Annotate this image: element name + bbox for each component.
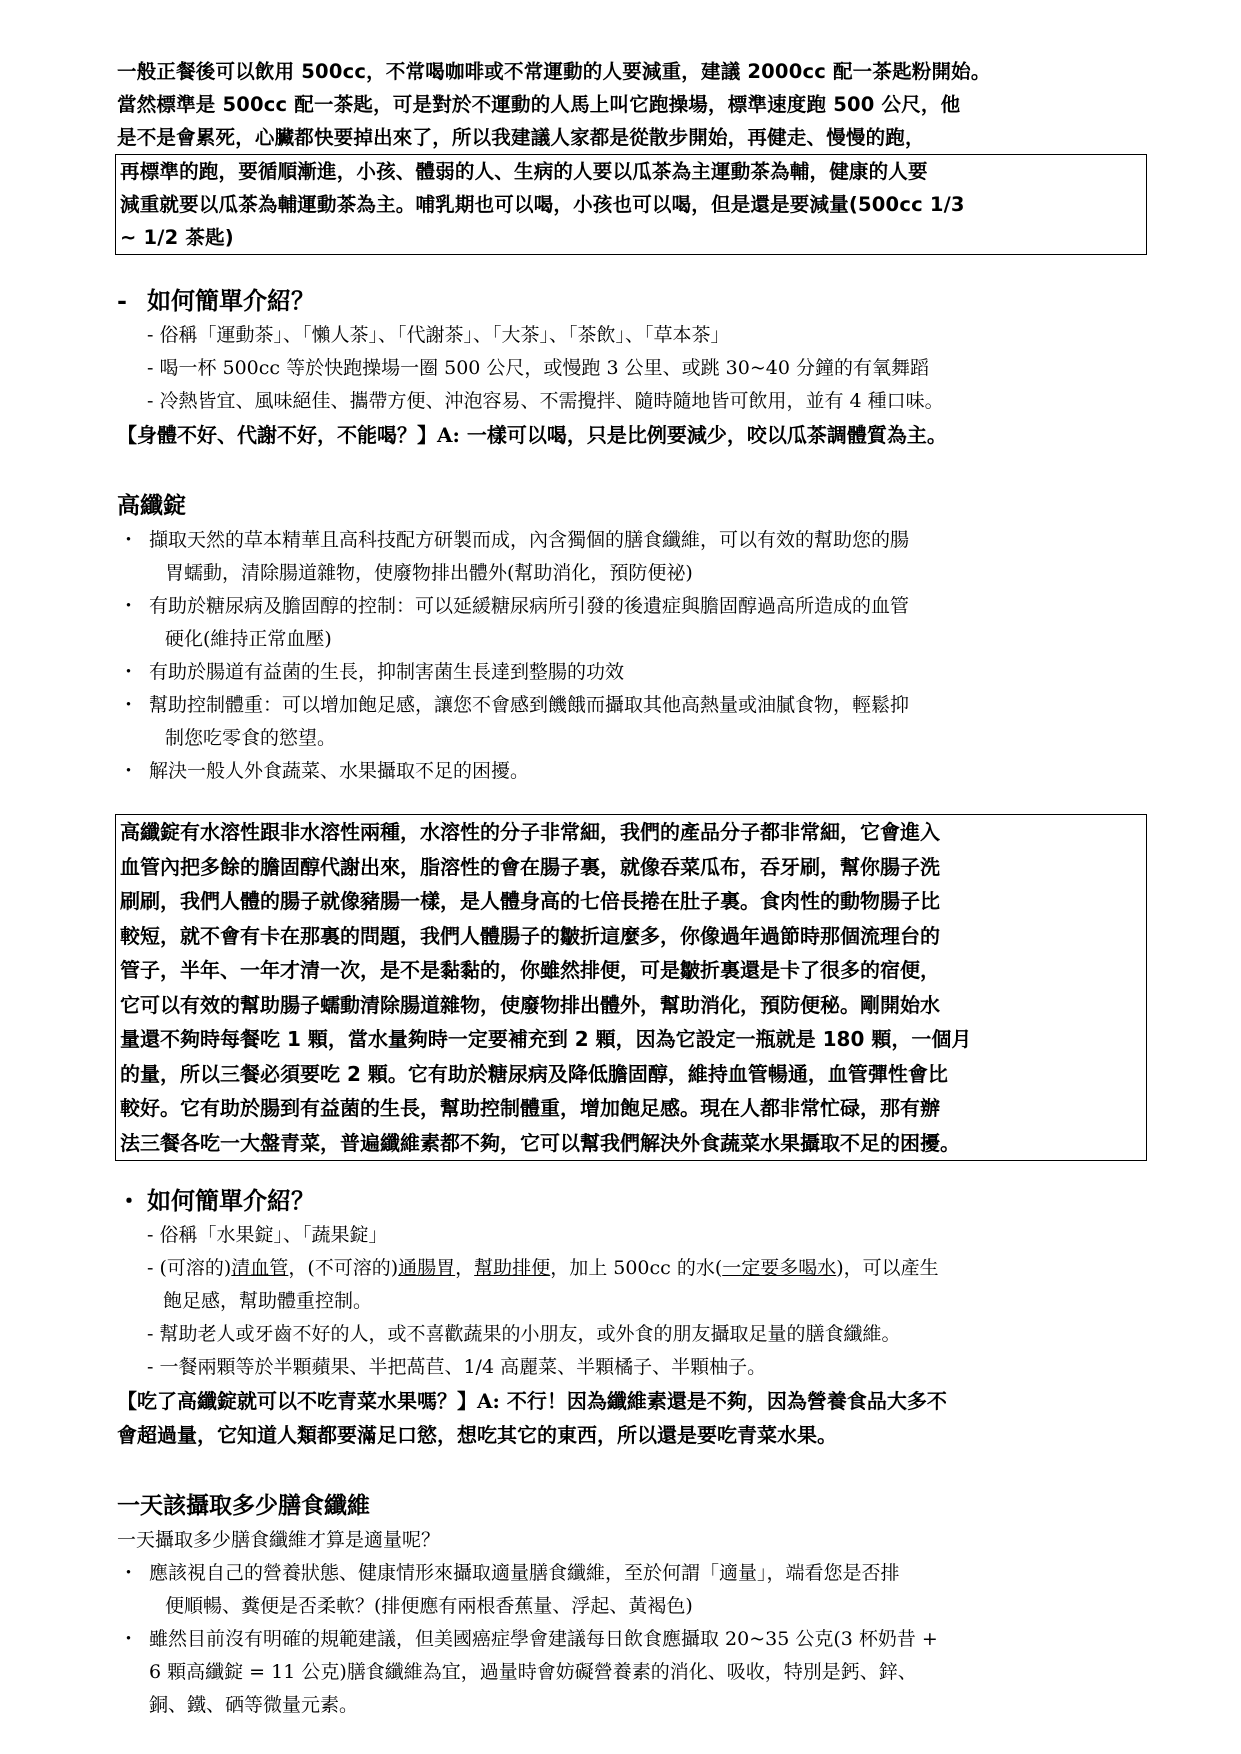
callout-line: 【吃了高纖錠就可以不吃青菜水果嗎？】A: 不行！因為纖維素還是不夠，因為營養食品大多不 [117,1389,947,1413]
bullet-text: 有助於糖尿病及膽固醇的控制：可以延緩糖尿病所引發的後遺症與膽固醇過高所造成的血管 [149,595,910,617]
box-line: 它可以有效的幫助腸子蠕動清除腸道雜物，使廢物排出體外，幫助消化，預防便秘。剛開始水 [120,992,940,1017]
intro-line: 一般正餐後可以飲用 500cc，不常喝咖啡或不常運動的人要減重，建議 2000cc 配一茶匙粉開始。 [117,60,991,83]
text-run: ， [455,1257,475,1279]
heading-text: 如何簡單介紹？ [147,286,315,315]
box-line: 血管內把多餘的膽固醇代謝出來，脂溶性的會在腸子裏，就像吞菜瓜布，吞牙刷，幫你腸子洗 [120,854,940,879]
bullet-text-cont: 6 顆高纖錠 = 11 公克)膳食纖維為宜，過量時會妨礙營養素的消化、吸收，特別是鈣、鋅、 [149,1661,917,1683]
list-item: - 一餐兩顆等於半顆蘋果、半把萵苣、1/4 高麗菜、半顆橘子、半顆柚子。 [147,1356,767,1378]
bullet-item [117,755,1147,788]
box-line: 較短，就不會有卡在那裏的問題，我們人體腸子的皺折這麼多，你像過年過節時那個流理台的 [120,923,940,948]
qa-callout [117,1384,1147,1452]
bullet-marker: ・ [117,1186,141,1215]
bullet-item [117,1623,1147,1722]
box-line: 刷刷，我們人體的腸子就像豬腸一樣，是人體身高的七倍長捲在肚子裏。食肉性的動物腸子比 [120,889,940,913]
bullet-dot: ・ [119,694,139,716]
document-page [117,55,1147,1722]
bullet-item [117,590,1147,656]
intro-line: 是不是會累死，心臟都快要掉出來了，所以我建議人家都是從散步開始，再健走、慢慢的跑， [117,126,925,149]
box-line: 量還不夠時每餐吃 1 顆，當水量夠時一定要補充到 2 顆，因為它設定一瓶就是 180 顆，一個月 [120,1027,972,1051]
list-item [117,1252,1147,1318]
bullet-dot: ・ [119,1562,139,1584]
underlined-text: 一定要多喝水 [722,1257,837,1279]
intro-box-line: ~ 1/2 茶匙) [120,226,234,249]
callout-line: 會超過量，它知道人類都要滿足口慾，想吃其它的東西，所以還是要吃青菜水果。 [117,1423,837,1447]
bullet-text: 擷取天然的草本精華且高科技配方研製而成，內含獨個的膳食纖維，可以有效的幫助您的腸 [149,529,910,551]
intro-box-line: 再標準的跑，要循順漸進，小孩、體弱的人、生病的人要以瓜茶為主運動茶為輔，健康的人要 [120,160,928,183]
text-run: )，可以產生 [836,1257,939,1279]
text-run: - (可溶的) [147,1257,232,1279]
bullet-text: 解決一般人外食蔬菜、水果攝取不足的困擾。 [149,760,530,782]
list-item: - 幫助老人或牙齒不好的人，或不喜歡蔬果的小朋友，或外食的朋友攝取足量的膳食纖維。 [147,1323,901,1345]
intro-boxed-text [115,154,1147,255]
bullet-dot: ・ [119,661,139,683]
intro-paragraph [117,55,1147,255]
fiber-boxed-paragraph [115,814,1147,1161]
heading-text: 如何簡單介紹？ [147,1186,315,1215]
bullet-text-cont: 制您吃零食的慾望。 [165,727,337,749]
bullet-dot: ・ [119,1628,139,1650]
bullet-item [117,656,1147,689]
list-item: - 冷熱皆宜、風味絕佳、攜帶方便、沖泡容易、不需攪拌、隨時隨地皆可飲用，並有 4 種口味。 [147,390,944,412]
section-heading-intro-fiber [117,1183,1147,1219]
bullet-dot: ・ [119,760,139,782]
intro-box-line: 減重就要以瓜茶為輔運動茶為主。哺乳期也可以喝，小孩也可以喝，但是還是要減量(500cc 1/3 [120,193,965,216]
bullet-text: 幫助控制體重：可以增加飽足感，讓您不會感到饑餓而攝取其他高熱量或油膩食物，輕鬆抑 [149,694,910,716]
box-line: 高纖錠有水溶性跟非水溶性兩種，水溶性的分子非常細，我們的產品分子都非常細，它會進入 [120,820,940,844]
qa-callout: 【身體不好、代謝不好，不能喝？】A: 一樣可以喝，只是比例要減少，咬以瓜茶調體質為主。 [117,423,947,447]
box-line: 管子，半年、一年才清一次，是不是黏黏的，你雖然排便，可是皺折裏還是卡了很多的宿便， [120,958,940,982]
box-line: 的量，所以三餐必須要吃 2 顆。它有助於糖尿病及降低膽固醇，維持血管暢通，血管彈性會比 [120,1061,948,1086]
list-item-cont: 飽足感，幫助體重控制。 [163,1290,373,1312]
underlined-text: 通腸胃 [398,1257,456,1279]
bullet-text: 有助於腸道有益菌的生長，抑制害菌生長達到整腸的功效 [149,661,625,683]
bullet-text-cont: 胃蠕動，清除腸道雜物，使廢物排出體外(幫助消化，預防便祕) [165,562,693,584]
bullet-dot: ・ [119,595,139,617]
intro-line: 當然標準是 500cc 配一茶匙，可是對於不運動的人馬上叫它跑操場，標準速度跑 500 公尺，他 [117,93,961,116]
bullet-text-cont: 銅、鐵、硒等微量元素。 [149,1694,359,1716]
bullet-text: 應該視自己的營養狀態、健康情形來攝取適量膳食纖維，至於何謂「適量」，端看您是否排 [149,1562,900,1584]
bullet-text: 雖然目前沒有明確的規範建議，但美國癌症學會建議每日飲食應攝取 20~35 公克(3 杯奶昔 + [149,1628,938,1650]
list-item: - 喝一杯 500cc 等於快跑操場一圈 500 公尺，或慢跑 3 公里、或跳 30~40 分鐘的有氧舞蹈 [147,357,929,379]
question-text: 一天攝取多少膳食纖維才算是適量呢？ [117,1529,441,1551]
bullet-item [117,689,1147,755]
box-line: 法三餐各吃一大盤青菜，普遍纖維素都不夠，它可以幫我們解決外食蔬菜水果攝取不足的困擾。 [120,1130,960,1155]
section-heading-intro-tea [117,283,1147,319]
list-item: - 俗稱「水果錠」、「蔬果錠」 [147,1224,388,1246]
section-title-fiber: 高纖錠 [117,492,186,519]
underlined-text: 清血管 [231,1257,289,1279]
text-run: ，(不可溶的) [288,1257,399,1279]
underlined-text: 幫助排便 [474,1257,551,1279]
bullet-text-cont: 硬化(維持正常血壓) [165,628,332,650]
box-line: 較好。它有助於腸到有益菌的生長，幫助控制體重，增加飽足感。現在人都非常忙碌，那有辦 [120,1096,940,1120]
section-title-daily-fiber: 一天該攝取多少膳食纖維 [117,1492,370,1519]
bullet-dot: ・ [119,529,139,551]
dash-marker: - [117,286,127,315]
list-item: - 俗稱「運動茶」、「懶人茶」、「代謝茶」、「大茶」、「茶飲」、「草本茶」 [147,324,730,346]
bullet-text-cont: 便順暢、糞便是否柔軟？(排便應有兩根香蕉量、浮起、黃褐色) [165,1595,693,1617]
text-run: ，加上 500cc 的水( [550,1257,723,1279]
bullet-item [117,524,1147,590]
bullet-item [117,1557,1147,1623]
